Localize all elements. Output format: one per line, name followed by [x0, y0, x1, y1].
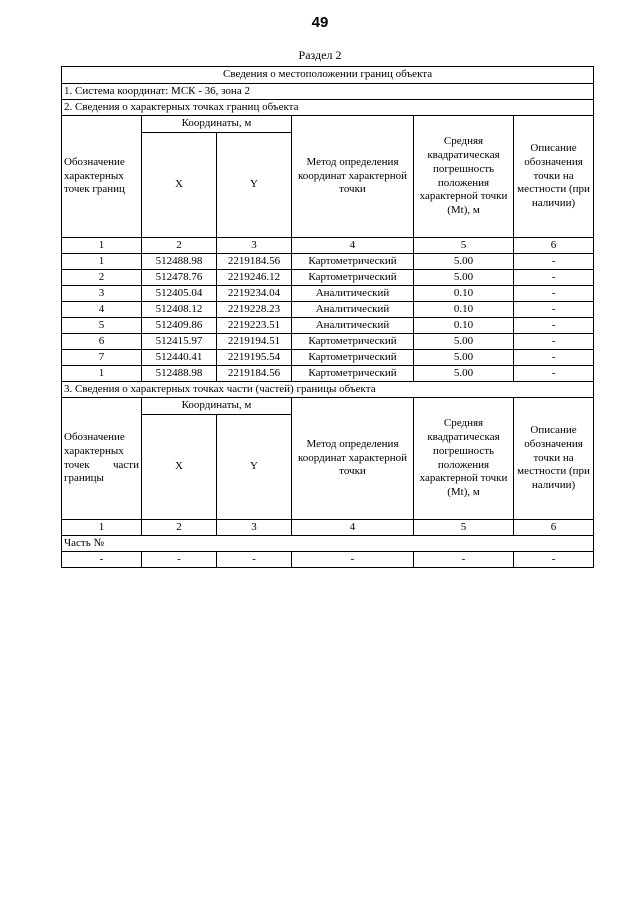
- point-method: Картометрический: [292, 254, 414, 270]
- point-error: 5.00: [414, 334, 514, 350]
- table-row: [62, 270, 594, 286]
- point-id: 7: [62, 350, 142, 366]
- part-cell: -: [292, 552, 414, 568]
- column-number: 5: [414, 520, 514, 536]
- point-desc: -: [514, 302, 594, 318]
- point-y: 2219246.12: [217, 270, 292, 286]
- point-x: 512488.98: [142, 254, 217, 270]
- point-error: 5.00: [414, 270, 514, 286]
- header-error: Средняя квадратическая погрешность положения характерной точки (Mt), м: [414, 116, 514, 238]
- table-row: [62, 302, 594, 318]
- point-method: Аналитический: [292, 286, 414, 302]
- point-id: 6: [62, 334, 142, 350]
- table-row: [62, 334, 594, 350]
- point-error: 5.00: [414, 350, 514, 366]
- column-number: 1: [62, 520, 142, 536]
- header2-designation: Обозначение характерных точек части границы: [62, 398, 142, 520]
- point-id: 1: [62, 254, 142, 270]
- point-desc: -: [514, 270, 594, 286]
- point-method: Картометрический: [292, 366, 414, 382]
- table-title: Сведения о местоположении границ объекта: [62, 67, 594, 84]
- part-cell: -: [414, 552, 514, 568]
- point-y: 2219234.04: [217, 286, 292, 302]
- column-number: 3: [217, 520, 292, 536]
- point-x: 512415.97: [142, 334, 217, 350]
- table-row: [62, 552, 594, 568]
- point-x: 512488.98: [142, 366, 217, 382]
- header2-description: Описание обозначения точки на местности (при наличии): [514, 398, 594, 520]
- part-cell: -: [514, 552, 594, 568]
- section-label: Раздел 2: [298, 48, 342, 62]
- table-row: [62, 350, 594, 366]
- point-id: 1: [62, 366, 142, 382]
- header2-method: Метод определения координат характерной точки: [292, 398, 414, 520]
- header2-y: Y: [217, 415, 292, 520]
- point-error: 0.10: [414, 318, 514, 334]
- column-numbers-row: [62, 238, 594, 254]
- point-y: 2219228.23: [217, 302, 292, 318]
- point-id: 2: [62, 270, 142, 286]
- point-y: 2219184.56: [217, 366, 292, 382]
- point-y: 2219195.54: [217, 350, 292, 366]
- point-method: Картометрический: [292, 270, 414, 286]
- coord-system: 1. Система координат: МСК - 36, зона 2: [62, 84, 594, 100]
- point-desc: -: [514, 286, 594, 302]
- part-label: Часть №: [62, 536, 594, 552]
- table-row: [62, 286, 594, 302]
- header-y: Y: [217, 133, 292, 238]
- point-method: Картометрический: [292, 334, 414, 350]
- point-error: 0.10: [414, 302, 514, 318]
- point-error: 5.00: [414, 366, 514, 382]
- point-desc: -: [514, 350, 594, 366]
- point-desc: -: [514, 334, 594, 350]
- point-id: 4: [62, 302, 142, 318]
- column-number: 6: [514, 520, 594, 536]
- point-desc: -: [514, 318, 594, 334]
- header2-coordinates: Координаты, м: [142, 398, 292, 415]
- point-x: 512405.04: [142, 286, 217, 302]
- header2-error: Средняя квадратическая погрешность положения характерной точки (Mt), м: [414, 398, 514, 520]
- point-method: Картометрический: [292, 350, 414, 366]
- column-number: 1: [62, 238, 142, 254]
- column-number: 6: [514, 238, 594, 254]
- header-description: Описание обозначения точки на местности (при наличии): [514, 116, 594, 238]
- point-error: 5.00: [414, 254, 514, 270]
- column-numbers-row: [62, 520, 594, 536]
- column-number: 4: [292, 238, 414, 254]
- column-number: 4: [292, 520, 414, 536]
- point-method: Аналитический: [292, 318, 414, 334]
- point-x: 512478.76: [142, 270, 217, 286]
- part-cell: -: [62, 552, 142, 568]
- table-row: [62, 254, 594, 270]
- boundary-table: [61, 66, 594, 568]
- column-number: 5: [414, 238, 514, 254]
- header-coordinates: Координаты, м: [142, 116, 292, 133]
- part-heading: 3. Сведения о характерных точках части (частей) границы объекта: [62, 382, 594, 398]
- header-x: X: [142, 133, 217, 238]
- point-y: 2219223.51: [217, 318, 292, 334]
- point-x: 512408.12: [142, 302, 217, 318]
- page-number: 49: [311, 14, 329, 31]
- column-number: 2: [142, 520, 217, 536]
- point-desc: -: [514, 254, 594, 270]
- point-x: 512409.86: [142, 318, 217, 334]
- point-y: 2219184.56: [217, 254, 292, 270]
- header-method: Метод определения координат характерной точки: [292, 116, 414, 238]
- header2-x: X: [142, 415, 217, 520]
- point-x: 512440.41: [142, 350, 217, 366]
- part-cell: -: [142, 552, 217, 568]
- table-row: [62, 366, 594, 382]
- point-method: Аналитический: [292, 302, 414, 318]
- point-error: 0.10: [414, 286, 514, 302]
- point-id: 5: [62, 318, 142, 334]
- point-y: 2219194.51: [217, 334, 292, 350]
- column-number: 3: [217, 238, 292, 254]
- points-heading: 2. Сведения о характерных точках границ объекта: [62, 100, 594, 116]
- point-desc: -: [514, 366, 594, 382]
- point-id: 3: [62, 286, 142, 302]
- table-row: [62, 318, 594, 334]
- header-designation: Обозначение характерных точек границ: [62, 116, 142, 238]
- part-cell: -: [217, 552, 292, 568]
- column-number: 2: [142, 238, 217, 254]
